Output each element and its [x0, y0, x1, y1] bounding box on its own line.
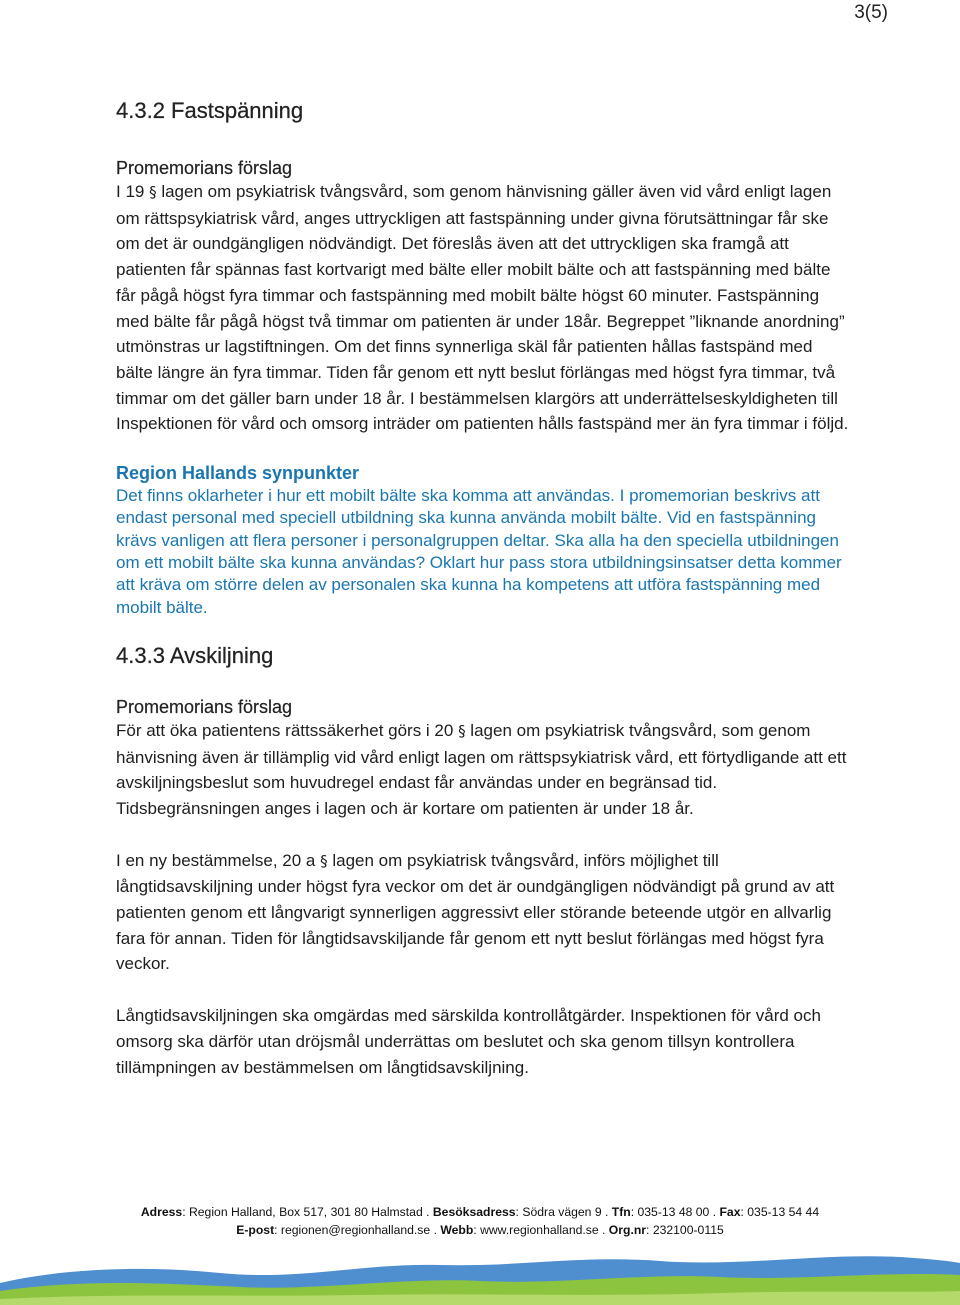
text-fragment: lagen om psykiatrisk tvångsvård, som genom hänvisning gäller även vid vård enligt lagen om rättspsykiatrisk vård, anges uttryckligen att fastspänning under givna förutsättningar får ske om det är oundgängligen nödvändigt. Det föreslås även att det uttryckligen ska framgå att patienten får spännas fast kortvarigt med bälte eller mobilt bälte och att fastspänning med bälte får pågå högst fyra timmar och fastspänning med mobilt bälte högst 60 minuter. Fastspänning med bälte får pågå högst två timmar om patienten är under 18år. Begreppet ”liknande anordning” utmönstras ur lagstiftningen. Om det finns synnerliga skäl får patienten hållas fastspänd med bälte längre än fyra timmar. Tiden får genom ett nytt beslut förlängas med högst fyra timmar, två timmar om det gäller barn under 18 år. I bestämmelsen klargörs att underrättelseskyldigheten till Inspektionen för vård och omsorg inträder om patienten hålls fastspänd mer än fyra timmar i följd. — [116, 182, 849, 434]
section-heading-avskiljning: 4.3.3 Avskiljning — [116, 642, 274, 668]
footer-label: Besöksadress — [432, 1205, 516, 1219]
footer-value: : 035-13 54 44 — [740, 1205, 820, 1219]
footer-label: Adress — [140, 1205, 183, 1219]
text-fragment: lagen om psykiatrisk tvångsvård, som genom hänvisning även är tillämplig vid vård enligt lagen om rättspsykiatrisk vård, ett förtydligande att ett avskiljningsbeslut som huvudregel endast får användas under en begränsad tid. Tidsbegränsningen anges i lagen och är kortare om patienten är under 18 år. — [116, 720, 847, 818]
region-heading-synpunkter: Region Hallands synpunkter — [116, 463, 360, 484]
section-sign: § — [149, 183, 157, 201]
text-fragment: I 19 — [116, 182, 150, 201]
region-comment-text: Det finns oklarheter i hur ett mobilt bälte ska komma att användas. I promemorian beskrivs att endast personal med speciell utbildning ska kunna använda mobilt bälte. Vid en fastspänning krävs vanligen att flera personer i personalgruppen deltar. Ska alla ha den speciella utbildningen om ett mobilt bälte ska kunna användas? Oklart hur pass stora utbildningsinsatser detta kommer att kräva om större delen av personalen ska kunna ha kompetens att utföra fastspänning med mobilt bälte. — [116, 486, 842, 617]
footer-value: : www.regionhalland.se . — [473, 1223, 609, 1237]
text-fragment: För att öka patientens rättssäkerhet görs i 20 — [116, 720, 459, 740]
document-body — [116, 98, 852, 1080]
section-heading-fastspanning: 4.3.2 Fastspänning — [116, 98, 304, 123]
footer-value: : 035-13 48 00 . — [630, 1205, 720, 1219]
footer-value: : Södra vägen 9 . — [515, 1205, 612, 1219]
footer-label: Webb — [440, 1223, 474, 1237]
landscape-decoration — [0, 1235, 960, 1305]
page-footer — [0, 1203, 960, 1239]
footer-label: Org.nr — [608, 1223, 647, 1237]
section-sign: § — [320, 851, 328, 870]
paragraph-avskiljning-3: Långtidsavskiljningen ska omgärdas med särskilda kontrollåtgärder. Inspektionen för vård och omsorg ska därför utan dröjsmål underrättas om beslutet och ska genom tillsyn kontrollera tillämpningen av bestämmelsen om långtidsavskiljning. — [116, 1006, 821, 1077]
section-sign: § — [458, 721, 466, 740]
text-fragment: I en ny bestämmelse, 20 a — [116, 850, 321, 870]
footer-value: : 232100-0115 — [646, 1223, 724, 1237]
page-number: 3(5) — [854, 2, 888, 23]
footer-line-1 — [0, 1203, 960, 1221]
footer-value: : regionen@regionhalland.se . — [274, 1223, 441, 1237]
footer-value: : Region Halland, Box 517, 301 80 Halmstad . — [182, 1205, 433, 1219]
sub-heading-promemorians-forslag: Promemorians förslag — [116, 158, 293, 178]
footer-label: Tfn — [611, 1205, 631, 1219]
paragraph-avskiljning-1 — [116, 718, 852, 822]
paragraph-fastspanning-proposal — [116, 179, 852, 437]
text-fragment: lagen om psykiatrisk tvångsvård, införs möjlighet till långtidsavskiljning under högst fyra veckor om det är oundgängligen nödvändigt på grund av att patienten genom ett långvarigt synnerligen aggressivt eller störande beteende utgör en allvarlig fara för annan. Tiden för långtidsavskiljande får genom ett nytt beslut förlängas med högst fyra veckor. — [116, 850, 835, 974]
footer-label: E-post — [236, 1223, 275, 1237]
footer-label: Fax — [719, 1205, 741, 1219]
paragraph-avskiljning-2 — [116, 848, 852, 978]
sub-heading-promemorians-forslag-2: Promemorians förslag — [116, 696, 293, 717]
